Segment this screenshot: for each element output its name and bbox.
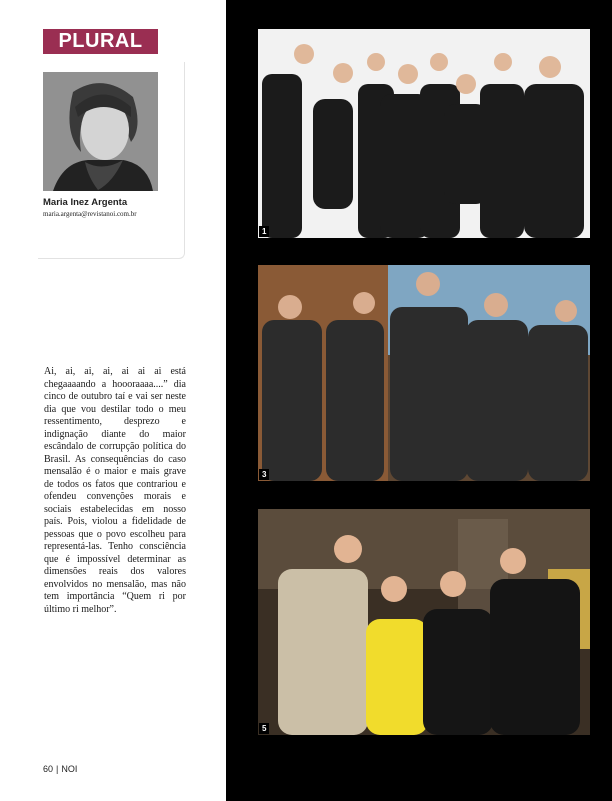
author-email[interactable]: maria.argenta@revistanoi.com.br: [43, 210, 137, 218]
author-name: Maria Inez Argenta: [43, 197, 128, 208]
photo-number: 3: [259, 469, 269, 480]
article-body: Ai, ai, ai, ai, ai ai ai está chegaaaando a hoooraaaa....” dia cinco de outubro taí e vai ser neste dia que vou destilar todo o meu ressentimento, desprezo e indignação diante do maior escândalo de corrupção política do Brasil. As consequências do caso mensalão é o maior e mais grave de todos os fatos que contrariou e ofendeu convenções morais e sociais estabelecidas em nosso país. Pois, violou a fidelidade de pessoas que o povo escolheu para representá-las. Tenho consciência que é impossível determinar as dimensões reais dos valores envolvidos no mensalão, mas não tem importância “Quem ri por último ri melhor”.: [44, 366, 186, 615]
page-footer: [43, 764, 77, 774]
author-photo: [43, 72, 158, 191]
column-tag: PLURAL: [43, 29, 158, 54]
photo-number: 1: [259, 226, 269, 237]
photo-group-5: [258, 509, 590, 735]
photo-number: 5: [259, 723, 269, 734]
page-number: 60: [43, 764, 54, 774]
magazine-name: NOI: [61, 764, 78, 774]
footer-separator: |: [56, 764, 59, 774]
photo-group-3: [258, 265, 590, 481]
photo-group-1: [258, 29, 590, 238]
